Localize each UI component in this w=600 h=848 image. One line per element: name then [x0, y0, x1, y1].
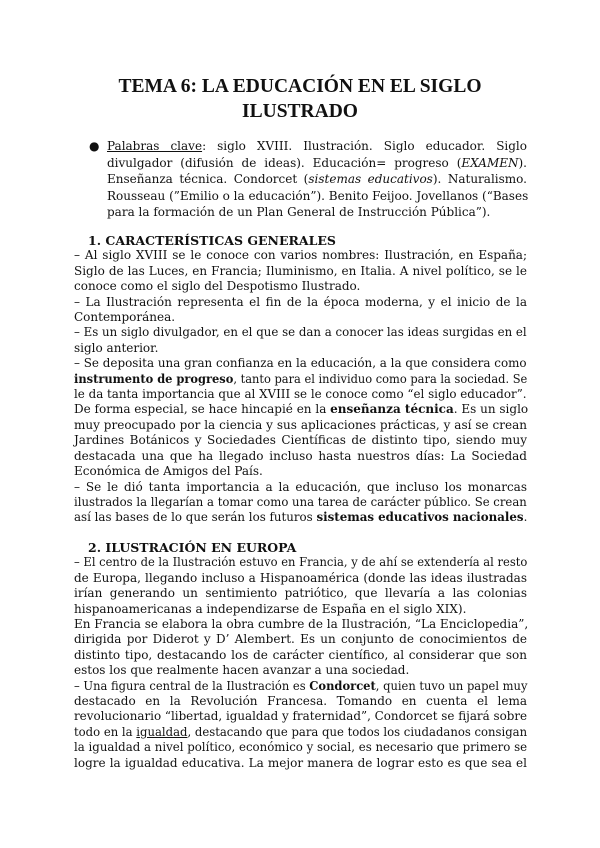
paragraph-line: de Europa, llegando incluso a Hispanoamérica (donde las ideas ilustradas — [74, 570, 527, 585]
paragraph-line: ilustrados la llegarían a tomar como una tarea de carácter público. Se crean — [74, 494, 527, 509]
paragraph-line: hispanoamericanas a independizarse de España en el siglo XIX). — [74, 601, 467, 616]
paragraph-text: todo en la — [74, 724, 137, 739]
bold-term: enseñanza técnica — [330, 402, 454, 417]
paragraph-line: le da tanta importancia que al XVIII se le conoce como “el siglo educador”. — [74, 387, 527, 402]
paragraph-line: – Al siglo XVIII se le conoce con varios nombres: Ilustración, en España; — [74, 248, 527, 263]
keywords-text: ). Naturalismo. — [432, 172, 527, 187]
paragraph-line: siglo anterior. — [74, 340, 159, 355]
paragraph-line: la igualdad a nivel político, económico y social, es necesario que primero se — [74, 740, 528, 755]
paragraph-line: – Se le dió tanta importancia a la educación, que incluso los monarcas — [74, 479, 527, 494]
paragraph-line: Jardines Botánicos y Sociedades Científicas de distinto tipo, siendo muy — [74, 433, 527, 448]
underlined-term: igualdad — [136, 724, 188, 739]
paragraph-line: revolucionario “libertad, igualdad y fraternidad”, Condorcet se fijará sobre — [74, 709, 528, 724]
keywords-line — [107, 155, 527, 172]
paragraph-text: , destacando que para que todos los ciudadanos consigan — [187, 724, 528, 739]
paragraph-line — [74, 678, 528, 694]
paragraph-text: así las bases de lo que serán los futuros — [74, 510, 317, 525]
paragraph-text: . — [523, 510, 528, 525]
page-title — [60, 74, 540, 124]
bold-term: Condorcet — [309, 678, 376, 693]
paragraph-line: destacado en la Revolución Francesa. Tomando en cuenta el lema — [74, 694, 527, 709]
paragraph-line — [74, 724, 528, 740]
paragraph-line: – Es un siglo divulgador, en el que se dan a conocer las ideas surgidas en el — [74, 325, 527, 340]
paragraph-text: – Una figura central de la Ilustración es — [74, 678, 310, 693]
keywords-line — [107, 171, 527, 188]
paragraph-text: De forma especial, se hace hincapié en la — [74, 402, 331, 417]
paragraph-line: distinto tipo, destacando los de carácter científico, al considerar que son — [74, 647, 527, 662]
bullet-icon: ● — [89, 139, 100, 153]
paragraph-line: – Se deposita una gran confianza en la educación, a la que considera como — [74, 356, 527, 371]
title-line-2: ILUSTRADO — [242, 101, 358, 122]
section-heading: 1. CARACTERÍSTICAS GENERALES — [88, 233, 336, 248]
keywords-label: Palabras clave — [107, 139, 203, 153]
keywords-text: divulgador (difusión de ideas). Educación= progreso ( — [107, 155, 462, 170]
paragraph-line: En Francia se elabora la obra cumbre de la Ilustración, “La Enciclopedia”, — [74, 617, 529, 632]
keywords-line: para la formación de un Plan General de Instrucción Pública”). — [107, 205, 491, 220]
paragraph-line: conoce como el siglo del Despotismo Ilustrado. — [74, 279, 361, 294]
paragraph-line — [74, 371, 528, 387]
keywords-line: Rousseau (”Emilio o la educación”). Benito Feijoo. Jovellanos (“Bases — [107, 188, 529, 203]
paragraph-line: Contemporánea. — [74, 310, 176, 325]
keywords-line — [107, 138, 527, 155]
paragraph-line — [74, 510, 528, 525]
keywords-text: Enseñanza técnica. Condorcet ( — [107, 172, 309, 187]
paragraph-line: – La Ilustración representa el fin de la época moderna, y el inicio de la — [74, 294, 527, 309]
paragraph-line: Económica de Amigos del País. — [74, 464, 263, 479]
section-heading: 2. ILUSTRACIÓN EN EUROPA — [88, 540, 297, 555]
paragraph-line: dirigida por Diderot y D’ Alembert. Es un conjunto de conocimientos de — [74, 632, 527, 647]
keywords-emphasis: sistemas educativos — [308, 172, 433, 187]
paragraph-line: estos los que realmente hacen avanzar a una sociedad. — [74, 663, 410, 678]
paragraph-line: Siglo de las Luces, en Francia; Iluminismo, en Italia. A nivel político, se le — [74, 263, 527, 278]
paragraph-line: destacada una que ha llegado incluso hasta nuestros días: La Sociedad — [74, 448, 527, 463]
keywords-text: ). — [518, 155, 527, 170]
paragraph-text: , tanto para el individuo como para la sociedad. Se — [233, 371, 528, 386]
paragraph-line: irían generando un sentimiento patriótico, que llevaría a las colonias — [74, 586, 527, 601]
bold-term: instrumento de progreso — [74, 371, 234, 386]
paragraph-line — [74, 402, 527, 417]
paragraph-line: logre la igualdad educativa. La mejor manera de lograr esto es que sea el — [74, 755, 527, 770]
keywords-bullet — [89, 138, 529, 221]
paragraph-text: , quien tuvo un papel muy — [375, 678, 528, 693]
section-2 — [74, 540, 527, 771]
section-1 — [74, 233, 527, 526]
paragraph-line: – El centro de la Ilustración estuvo en Francia, y de ahí se extendería al resto — [74, 555, 528, 570]
bold-term: sistemas educativos nacionales — [316, 510, 524, 525]
keywords-emphasis: EXAMEN — [461, 155, 519, 170]
title-line-1: TEMA 6: LA EDUCACIÓN EN EL SIGLO — [118, 76, 482, 97]
paragraph-text: . Es un siglo — [453, 402, 529, 417]
keywords-text: : siglo XVIII. Ilustración. Siglo educador. Siglo — [202, 139, 527, 153]
paragraph-line: muy preocupado por la ciencia y sus aplicaciones prácticas, y así se crean — [74, 417, 527, 432]
